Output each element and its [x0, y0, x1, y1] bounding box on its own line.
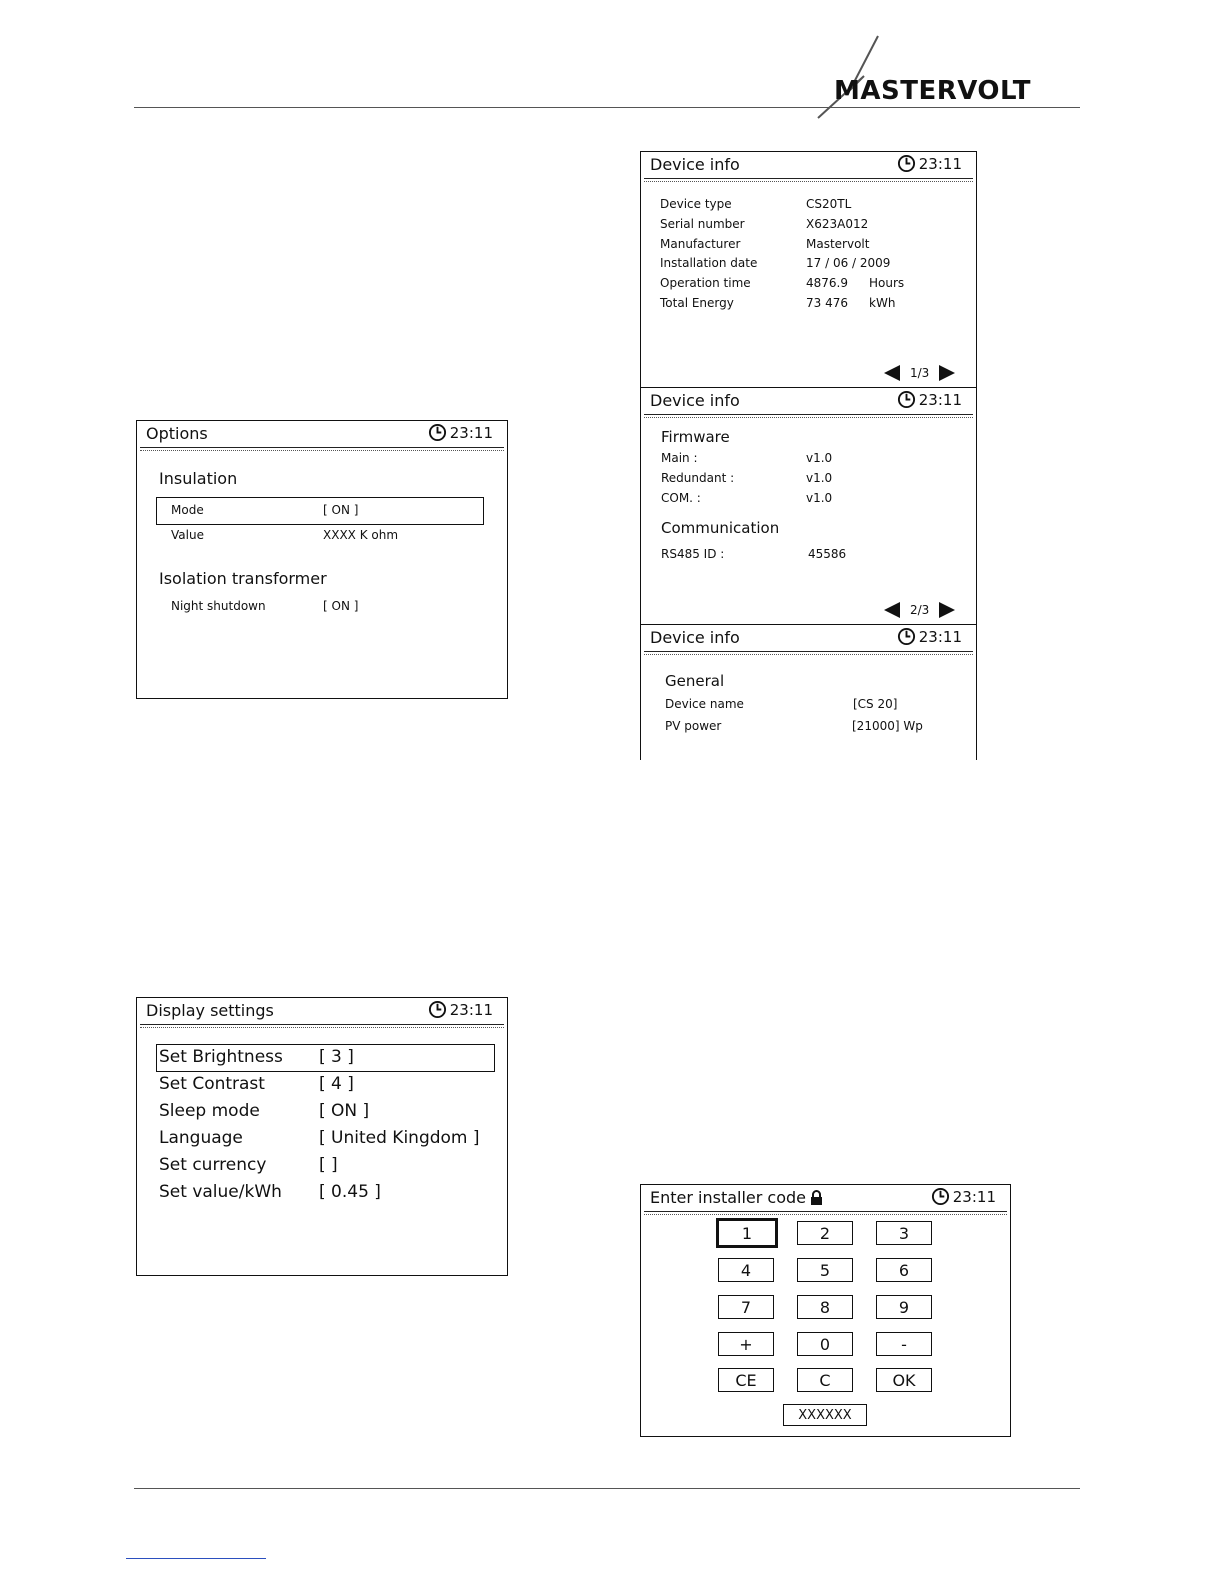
row-value: v1.0: [806, 471, 833, 485]
panel-title: [650, 1188, 823, 1207]
panel-title: Device info: [650, 155, 740, 174]
key-0[interactable]: 0: [797, 1332, 853, 1356]
clock-time: 23:11: [952, 1187, 996, 1206]
key-9[interactable]: 9: [876, 1295, 932, 1319]
row-label: Total Energy: [660, 296, 734, 310]
key-1[interactable]: 1: [716, 1218, 778, 1248]
key-7[interactable]: 7: [718, 1295, 774, 1319]
prev-page-icon[interactable]: [884, 602, 900, 618]
clock-icon: [897, 154, 916, 173]
row-label: Serial number: [660, 217, 745, 231]
row-value: 73 476: [806, 296, 848, 310]
page-indicator: 1/3: [910, 366, 930, 380]
row-value[interactable]: [CS 20]: [853, 697, 898, 711]
key-5[interactable]: 5: [797, 1258, 853, 1282]
mode-row[interactable]: [156, 497, 484, 525]
key-c[interactable]: C: [797, 1368, 853, 1392]
row-value: [ ON ]: [323, 503, 359, 517]
key-6[interactable]: 6: [876, 1258, 932, 1282]
row-value: v1.0: [806, 451, 833, 465]
row-label: Device type: [660, 197, 732, 211]
prev-page-icon[interactable]: [884, 365, 900, 381]
clock-time: 23:11: [918, 627, 962, 646]
key-3[interactable]: 3: [876, 1221, 932, 1245]
section-heading: General: [665, 672, 725, 690]
panel-title-text: Enter installer code: [650, 1188, 807, 1207]
clock-icon: [428, 1000, 447, 1019]
section-heading: Firmware: [661, 428, 730, 446]
row-label: Device name: [665, 697, 744, 711]
footer-link-underline: [126, 1558, 266, 1559]
key-ce[interactable]: CE: [718, 1368, 774, 1392]
clock-icon: [897, 390, 916, 409]
row-value: 4876.9: [806, 276, 848, 290]
page-indicator: 2/3: [910, 603, 930, 617]
panel-title: Device info: [650, 391, 740, 410]
row-label[interactable]: Set Contrast: [159, 1074, 265, 1094]
row-value: XXXX K ohm: [323, 528, 399, 542]
lock-icon: [810, 1190, 823, 1206]
row-label[interactable]: Set currency: [159, 1155, 267, 1175]
clock-time: 23:11: [449, 423, 493, 442]
clock-icon: [931, 1187, 950, 1206]
row-label[interactable]: Language: [159, 1128, 243, 1148]
row-label: Set Brightness: [159, 1047, 283, 1067]
row-label[interactable]: Sleep mode: [159, 1101, 260, 1121]
clock-time: 23:11: [918, 390, 962, 409]
key-ok[interactable]: OK: [876, 1368, 932, 1392]
row-value: 45586: [808, 547, 847, 561]
panel-title: Display settings: [146, 1001, 274, 1020]
next-page-icon[interactable]: [939, 602, 955, 618]
row-label: Value: [171, 528, 204, 542]
row-value[interactable]: [ United Kingdom ]: [319, 1128, 480, 1148]
row-value[interactable]: [21000] Wp: [852, 719, 923, 733]
brand-logo: MASTERVOLT: [834, 76, 1032, 106]
row-value[interactable]: [ ]: [319, 1155, 338, 1175]
device-info-panel-1: [640, 151, 977, 389]
row-value: v1.0: [806, 491, 833, 505]
section-heading: Communication: [661, 519, 780, 537]
row-value: 17 / 06 / 2009: [806, 256, 891, 270]
options-panel: [136, 420, 508, 699]
row-label: Installation date: [660, 256, 758, 270]
row-label: Redundant :: [661, 471, 735, 485]
next-page-icon[interactable]: [939, 365, 955, 381]
installer-code-panel: [640, 1184, 1011, 1437]
key-plus[interactable]: +: [718, 1332, 774, 1356]
row-value[interactable]: [ ON ]: [323, 599, 359, 613]
panel-title: Options: [146, 424, 208, 443]
row-label: Operation time: [660, 276, 751, 290]
row-value[interactable]: [ 0.45 ]: [319, 1182, 381, 1202]
row-value: CS20TL: [806, 197, 852, 211]
clock-time: 23:11: [449, 1000, 493, 1019]
row-unit: Hours: [869, 276, 905, 290]
footer-rule: [134, 1488, 1080, 1489]
code-display: XXXXXX: [783, 1404, 867, 1426]
clock-icon: [428, 423, 447, 442]
section-heading: Insulation: [159, 469, 238, 488]
row-unit: kWh: [869, 296, 896, 310]
key-4[interactable]: 4: [718, 1258, 774, 1282]
device-info-panel-2: [640, 387, 977, 626]
row-value: [ 3 ]: [319, 1047, 354, 1067]
section-heading: Isolation transformer: [159, 569, 327, 588]
row-value: X623A012: [806, 217, 869, 231]
panel-title: Device info: [650, 628, 740, 647]
row-label: Manufacturer: [660, 237, 741, 251]
key-minus[interactable]: -: [876, 1332, 932, 1356]
row-value[interactable]: [ ON ]: [319, 1101, 370, 1121]
clock-time: 23:11: [918, 154, 962, 173]
row-value: Mastervolt: [806, 237, 870, 251]
row-label: Mode: [171, 503, 204, 517]
row-label[interactable]: Night shutdown: [171, 599, 266, 613]
row-label[interactable]: Set value/kWh: [159, 1182, 282, 1202]
display-settings-panel: [136, 997, 508, 1276]
row-label: PV power: [665, 719, 722, 733]
clock-icon: [897, 627, 916, 646]
row-label: Main :: [661, 451, 698, 465]
row-value[interactable]: [ 4 ]: [319, 1074, 354, 1094]
row-label: COM. :: [661, 491, 701, 505]
key-8[interactable]: 8: [797, 1295, 853, 1319]
row-label: RS485 ID :: [661, 547, 725, 561]
key-2[interactable]: 2: [797, 1221, 853, 1245]
device-info-panel-3: [640, 624, 977, 760]
